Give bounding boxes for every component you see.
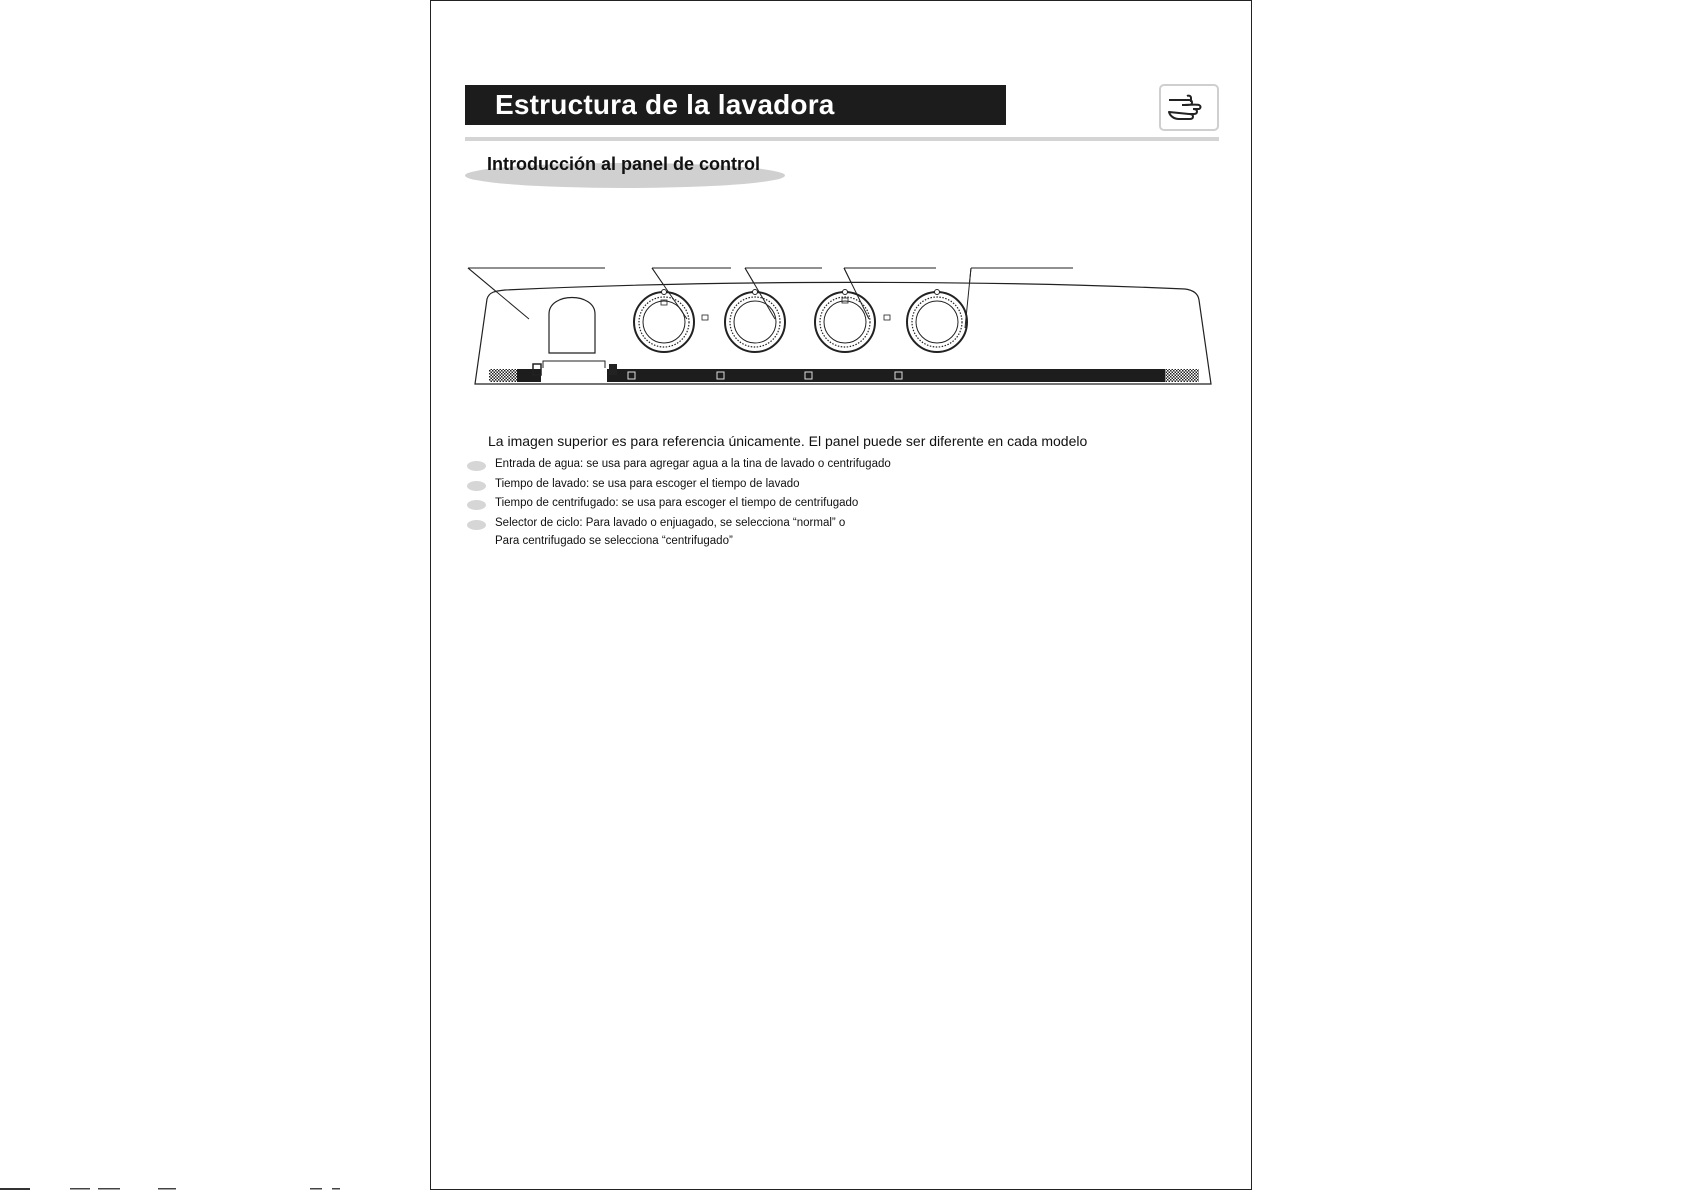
manual-page: [430, 0, 1252, 1190]
section-title: Introducción al panel de control: [487, 154, 761, 174]
bullet-marker: [467, 481, 486, 491]
pointing-hand-icon: [1159, 84, 1219, 131]
control-panel-drawing: [465, 256, 1219, 396]
footer-print-marks: [70, 1187, 360, 1191]
item-text: Selector de ciclo: Para lavado o enjuagado, se selecciona “normal” o: [495, 516, 846, 529]
inlet-strip-gap: [541, 369, 607, 382]
bullet-marker: [467, 461, 486, 471]
item-continuation: Para centrifugado se selecciona “centrifugado”: [495, 535, 733, 547]
title-rule: [465, 137, 1219, 141]
inlet-recess: [543, 361, 605, 368]
bullet-marker: [467, 500, 486, 510]
figure-caption: La imagen superior es para referencia únicamente. El panel puede ser diferente en cada modelo: [488, 433, 1088, 449]
bullet-marker: [467, 520, 486, 530]
title-bar: [465, 85, 1006, 125]
page-title: Estructura de la lavadora: [495, 89, 835, 120]
inlet-symbol-right: [609, 364, 617, 375]
footer-mark: [0, 1188, 30, 1190]
item-text: Tiempo de lavado: se usa para escoger el tiempo de lavado: [495, 477, 800, 490]
item-text: Entrada de agua: se usa para agregar agua a la tina de lavado o centrifugado: [495, 458, 891, 470]
water-inlet: [549, 298, 595, 354]
item-text: Tiempo de centrifugado: se usa para escoger el tiempo de centrifugado: [495, 497, 859, 509]
